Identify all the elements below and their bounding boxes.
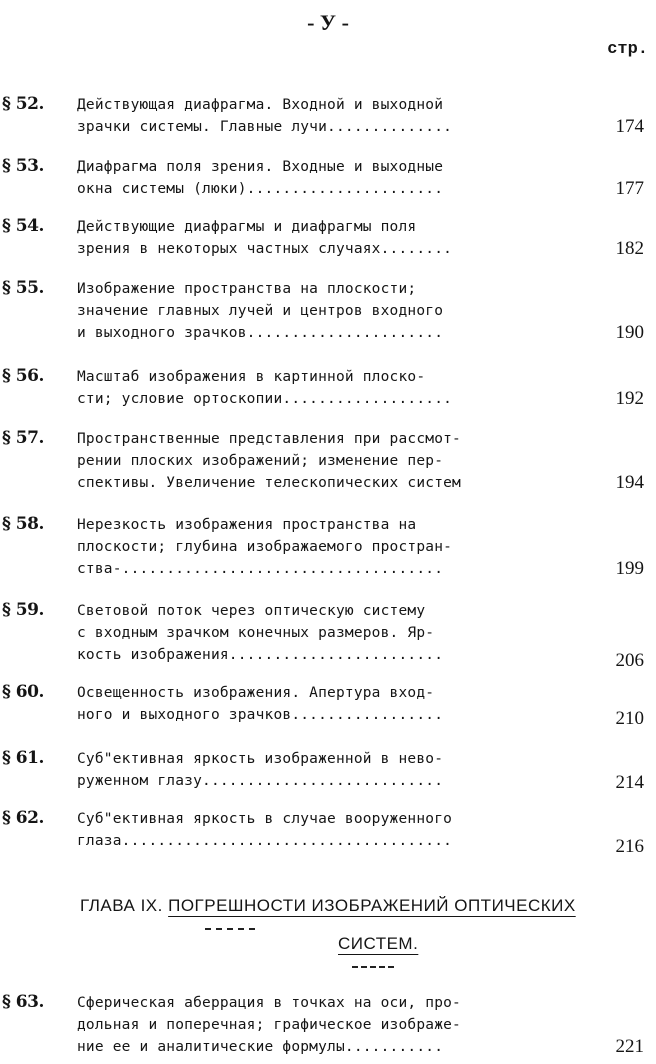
- entry-page-number: 216: [615, 836, 644, 857]
- toc-entry: [0, 94, 656, 154]
- toc-entry: [0, 514, 656, 584]
- entry-page-number: 206: [615, 650, 644, 671]
- chapter-heading-line1: [80, 896, 576, 916]
- toc-entry: [0, 600, 656, 670]
- chapter-title-line1: ПОГРЕШНОСТИ ИЗОБРАЖЕНИЙ ОПТИЧЕСКИХ: [168, 896, 576, 915]
- entry-title-line: Диафрагма поля зрения. Входные и выходные: [77, 159, 444, 175]
- entry-title-line: руженном глазу...........................: [77, 773, 444, 789]
- entry-title-line: зрачки системы. Главные лучи..............: [77, 119, 453, 135]
- entry-title-line: ние ее и аналитические формулы...........: [77, 1039, 444, 1055]
- entry-title-line: Нерезкость изображения пространства на: [77, 517, 417, 533]
- section-number: § 63.: [2, 992, 44, 1012]
- entry-title-line: окна системы (люки)......................: [77, 181, 444, 197]
- entry-page-number: 192: [615, 388, 644, 409]
- entry-page-number: 194: [615, 472, 644, 493]
- entry-title-line: с входным зрачком конечных размеров. Яр-: [77, 625, 435, 641]
- section-number: § 55.: [2, 278, 44, 298]
- entry-title-line: Световой поток через оптическую систему: [77, 603, 426, 619]
- entry-title-line: Действующие диафрагмы и диафрагмы поля: [77, 219, 417, 235]
- entry-title-line: кость изображения........................: [77, 647, 444, 663]
- section-number: § 60.: [2, 682, 44, 702]
- entry-title-line: дольная и поперечная; графическое изображе-: [77, 1017, 461, 1033]
- entry-title-line: Изображение пространства на плоскости;: [77, 281, 417, 297]
- entry-title-line: плоскости; глубина изображаемого простран-: [77, 539, 453, 555]
- toc-entry: [0, 682, 656, 742]
- toc-entry: [0, 808, 656, 868]
- chapter-underline-dashes: [352, 966, 394, 968]
- entry-page-number: 182: [615, 238, 644, 259]
- entry-title-line: ства-....................................: [77, 561, 444, 577]
- entry-page-number: 214: [615, 772, 644, 793]
- toc-entry: [0, 156, 656, 216]
- entry-title-line: Суб"ективная яркость в случае вооруженного: [77, 811, 453, 827]
- section-number: § 56.: [2, 366, 44, 386]
- entry-title-line: Масштаб изображения в картинной плоско-: [77, 369, 426, 385]
- entry-title-line: Освещенность изображения. Апертура вход-: [77, 685, 435, 701]
- entry-title-line: зрения в некоторых частных случаях........: [77, 241, 453, 257]
- section-number: § 58.: [2, 514, 44, 534]
- entry-title-line: ного и выходного зрачков.................: [77, 707, 444, 723]
- entry-page-number: 177: [615, 178, 644, 199]
- entry-title-line: сти; условие ортоскопии...................: [77, 391, 453, 407]
- chapter-label: ГЛАВА IX.: [80, 896, 163, 915]
- toc-entry: [0, 748, 656, 808]
- entry-page-number: 174: [615, 116, 644, 137]
- entry-page-number: 190: [615, 322, 644, 343]
- entry-page-number: 199: [615, 558, 644, 579]
- entry-page-number: 210: [615, 708, 644, 729]
- section-number: § 61.: [2, 748, 44, 768]
- toc-entry: [0, 278, 656, 348]
- entry-title-line: Пространственные представления при рассмот-: [77, 431, 461, 447]
- toc-entry: [0, 992, 656, 1062]
- entry-title-line: глаза.....................................: [77, 833, 453, 849]
- entry-title-line: значение главных лучей и центров входного: [77, 303, 444, 319]
- entry-title-line: рении плоских изображений; изменение пер-: [77, 453, 444, 469]
- chapter-title-line2: СИСТЕМ.: [338, 934, 419, 953]
- chapter-underline-dashes: [205, 928, 255, 930]
- section-number: § 54.: [2, 216, 44, 236]
- toc-entry: [0, 428, 656, 498]
- entry-title-line: спективы. Увеличение телескопических систем: [77, 475, 461, 491]
- section-number: § 59.: [2, 600, 44, 620]
- section-number: § 57.: [2, 428, 44, 448]
- entry-title-line: и выходного зрачков......................: [77, 325, 444, 341]
- page-column-label: стр.: [607, 40, 648, 59]
- toc-entry: [0, 216, 656, 276]
- toc-entry: [0, 366, 656, 426]
- section-number: § 62.: [2, 808, 44, 828]
- entry-title-line: Суб"ективная яркость изображенной в нево-: [77, 751, 444, 767]
- section-number: § 52.: [2, 94, 44, 114]
- page-number: - У -: [307, 10, 349, 35]
- entry-title-line: Действующая диафрагма. Входной и выходной: [77, 97, 444, 113]
- section-number: § 53.: [2, 156, 44, 176]
- entry-page-number: 221: [615, 1036, 644, 1057]
- entry-title-line: Сферическая аберрация в точках на оси, про-: [77, 995, 461, 1011]
